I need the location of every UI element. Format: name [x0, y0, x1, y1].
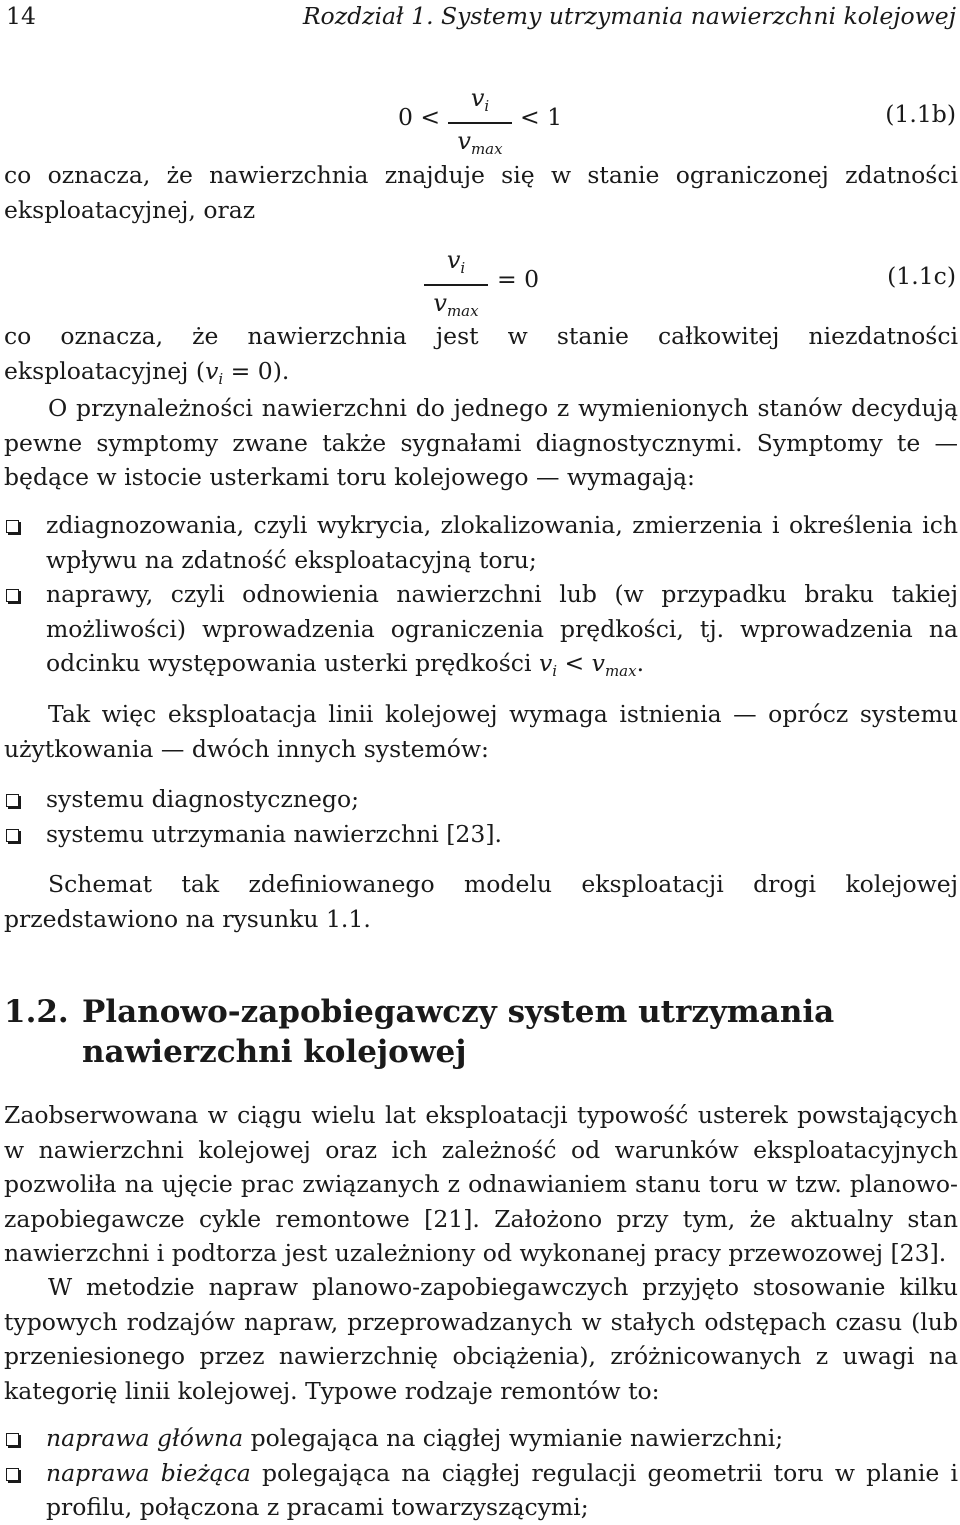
eq-1b-tag: (1.1b): [885, 100, 956, 128]
fraction-bar: [424, 284, 488, 286]
section-number: 1.2.: [4, 994, 69, 1030]
eq-1b-right: < 1: [520, 103, 563, 131]
checkbox-bullet-icon: [6, 1433, 19, 1446]
paragraph-5: Schemat tak zdefiniowanego modelu eksploatacji drogi kolejowej przedstawiono na rysunku 1.1.: [4, 870, 958, 933]
page-number: 14: [6, 2, 36, 30]
requirements-list: [4, 508, 958, 689]
paragraph-1: co oznacza, że nawierzchnia znajduje się w stanie ograniczonej zdatności eksploatacyjnej, oraz: [4, 161, 958, 224]
paragraph-4: Tak więc eksploatacja linii kolejowej wymaga istnienia — oprócz systemu użytkowania — dwóch innych systemów:: [4, 700, 958, 763]
eq-1c-numerator: $v_i$: [446, 246, 466, 277]
list-item: naprawy, czyli odnowienia nawierzchni lub (w przypadku braku takiej możliwości) wprowadzenia ograniczenia prędkości, tj. wprowadzenia na odcinku występowania usterki prędkości $v_i < v_{max}$.: [4, 577, 958, 689]
paragraph-6: Zaobserwowana w ciągu wielu lat eksploatacji typowość usterek powstających w nawierzchni kolejowej oraz ich zależność od warunków eksploatacyjnych pozwoliła na ujęcie prac związanych z odnawianiem stanu toru w tzw. planowo-zapobiegawcze cykle remontowe [21]. Założono przy tym, że aktualny stan nawierzchni i podtorza jest uzależniony od wykonanej pracy przewozowej [23].: [4, 1101, 958, 1267]
eq-1c-right: = 0: [497, 265, 540, 293]
fraction-bar: [448, 122, 512, 124]
list-item: systemu utrzymania nawierzchni [23].: [4, 817, 958, 852]
systems-list: [4, 782, 958, 851]
checkbox-bullet-icon: [6, 829, 19, 842]
eq-1c-tag: (1.1c): [887, 262, 956, 290]
eq-1c-denominator: $v_{max}$: [433, 288, 479, 320]
list-item: naprawa bieżąca polegająca na ciągłej regulacji geometrii toru w planie i profilu, połączona z pracami towarzyszącymi;: [4, 1456, 958, 1525]
paragraph-7: W metodzie napraw planowo-zapobiegawczych przyjęto stosowanie kilku typowych rodzajów napraw, przeprowadzanych w stałych odstępach czasu (lub przeniesionego przez nawierzchnię obciążenia), zróżnicowanych z uwagi na kategorię linii kolejowej. Typowe rodzaje remontów to:: [4, 1273, 958, 1405]
eq-1c-fraction: [424, 246, 488, 325]
running-title: Rozdział 1. Systemy utrzymania nawierzchni kolejowej: [302, 2, 956, 30]
paragraph-2: co oznacza, że nawierzchnia jest w stanie całkowitej niezdatności eksploatacyjnej $(v_i = 0)$.: [4, 322, 958, 388]
checkbox-bullet-icon: [6, 589, 19, 602]
eq-1b-denominator: $v_{max}$: [457, 126, 503, 158]
section-heading: [4, 992, 834, 1072]
eq-1b-fraction: [448, 84, 512, 163]
list-item: zdiagnozowania, czyli wykrycia, zlokalizowania, zmierzenia i określenia ich wpływu na zdatność eksploatacyjną toru;: [4, 508, 958, 577]
list-item: systemu diagnostycznego;: [4, 782, 958, 817]
checkbox-bullet-icon: [6, 1468, 19, 1481]
section-title-line2: nawierzchni kolejowej: [82, 1034, 467, 1070]
paragraph-3: O przynależności nawierzchni do jednego z wymienionych stanów decydują pewne symptomy zwane także sygnałami diagnostycznymi. Symptomy te — będące w istocie usterkami toru kolejowego — wymagają:: [4, 394, 958, 491]
eq-1b-left: 0 <: [398, 103, 441, 131]
list-item: naprawa główna polegająca na ciągłej wymianie nawierzchni;: [4, 1421, 958, 1456]
repair-types-list: [4, 1421, 958, 1525]
section-title-line1: Planowo-zapobiegawczy system utrzymania: [82, 994, 835, 1030]
checkbox-bullet-icon: [6, 794, 19, 807]
eq-1b-numerator: $v_i$: [470, 84, 490, 115]
checkbox-bullet-icon: [6, 520, 19, 533]
